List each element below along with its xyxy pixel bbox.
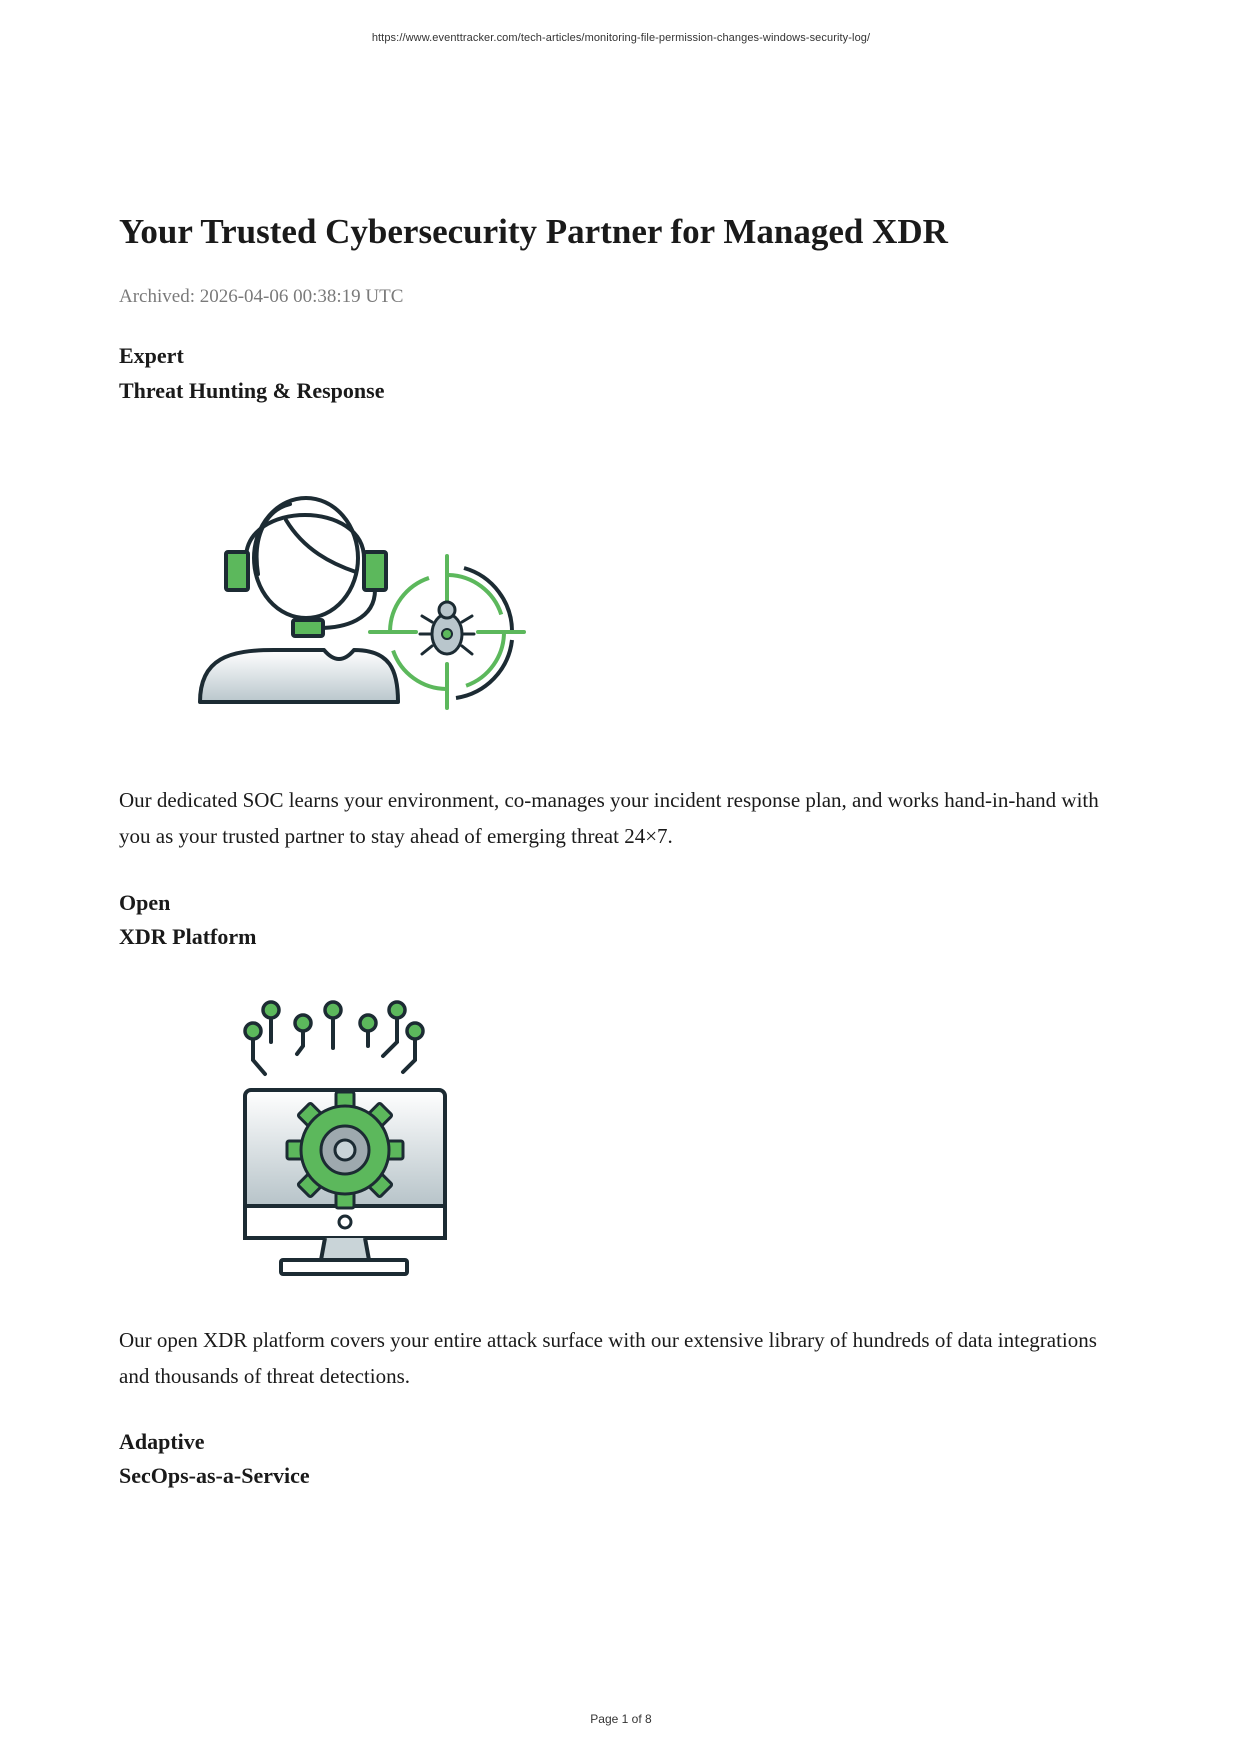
feature-2-description: Our open XDR platform covers your entire attack surface with our extensive library of hundreds of data integrations and thousands of threat detections. xyxy=(119,1328,1097,1388)
feature-1-description: Our dedicated SOC learns your environment, co-manages your incident response plan, and works hand-in-hand with you as your trusted partner to stay ahead of emerging threat 24×7. xyxy=(119,788,1099,848)
page-number: Page 1 of 8 xyxy=(590,1712,652,1726)
feature-2-title: XDR Platform xyxy=(119,924,257,949)
page-title: Your Trusted Cybersecurity Partner for Managed XDR xyxy=(119,212,948,251)
archived-timestamp: Archived: 2026-04-06 00:38:19 UTC xyxy=(119,286,404,307)
feature-1-kicker: Expert xyxy=(119,343,184,368)
analyst-headset-bug-target-icon xyxy=(194,480,604,712)
feature-2-kicker: Open xyxy=(119,890,171,915)
url-header[interactable]: https://www.eventtracker.com/tech-articles/monitoring-file-permission-changes-windows-security-log/ xyxy=(371,32,871,44)
monitor-gear-network-icon xyxy=(231,998,451,1288)
feature-3-kicker: Adaptive xyxy=(119,1429,205,1454)
feature-3-title: SecOps-as-a-Service xyxy=(119,1463,310,1488)
feature-1-title: Threat Hunting & Response xyxy=(119,378,385,403)
